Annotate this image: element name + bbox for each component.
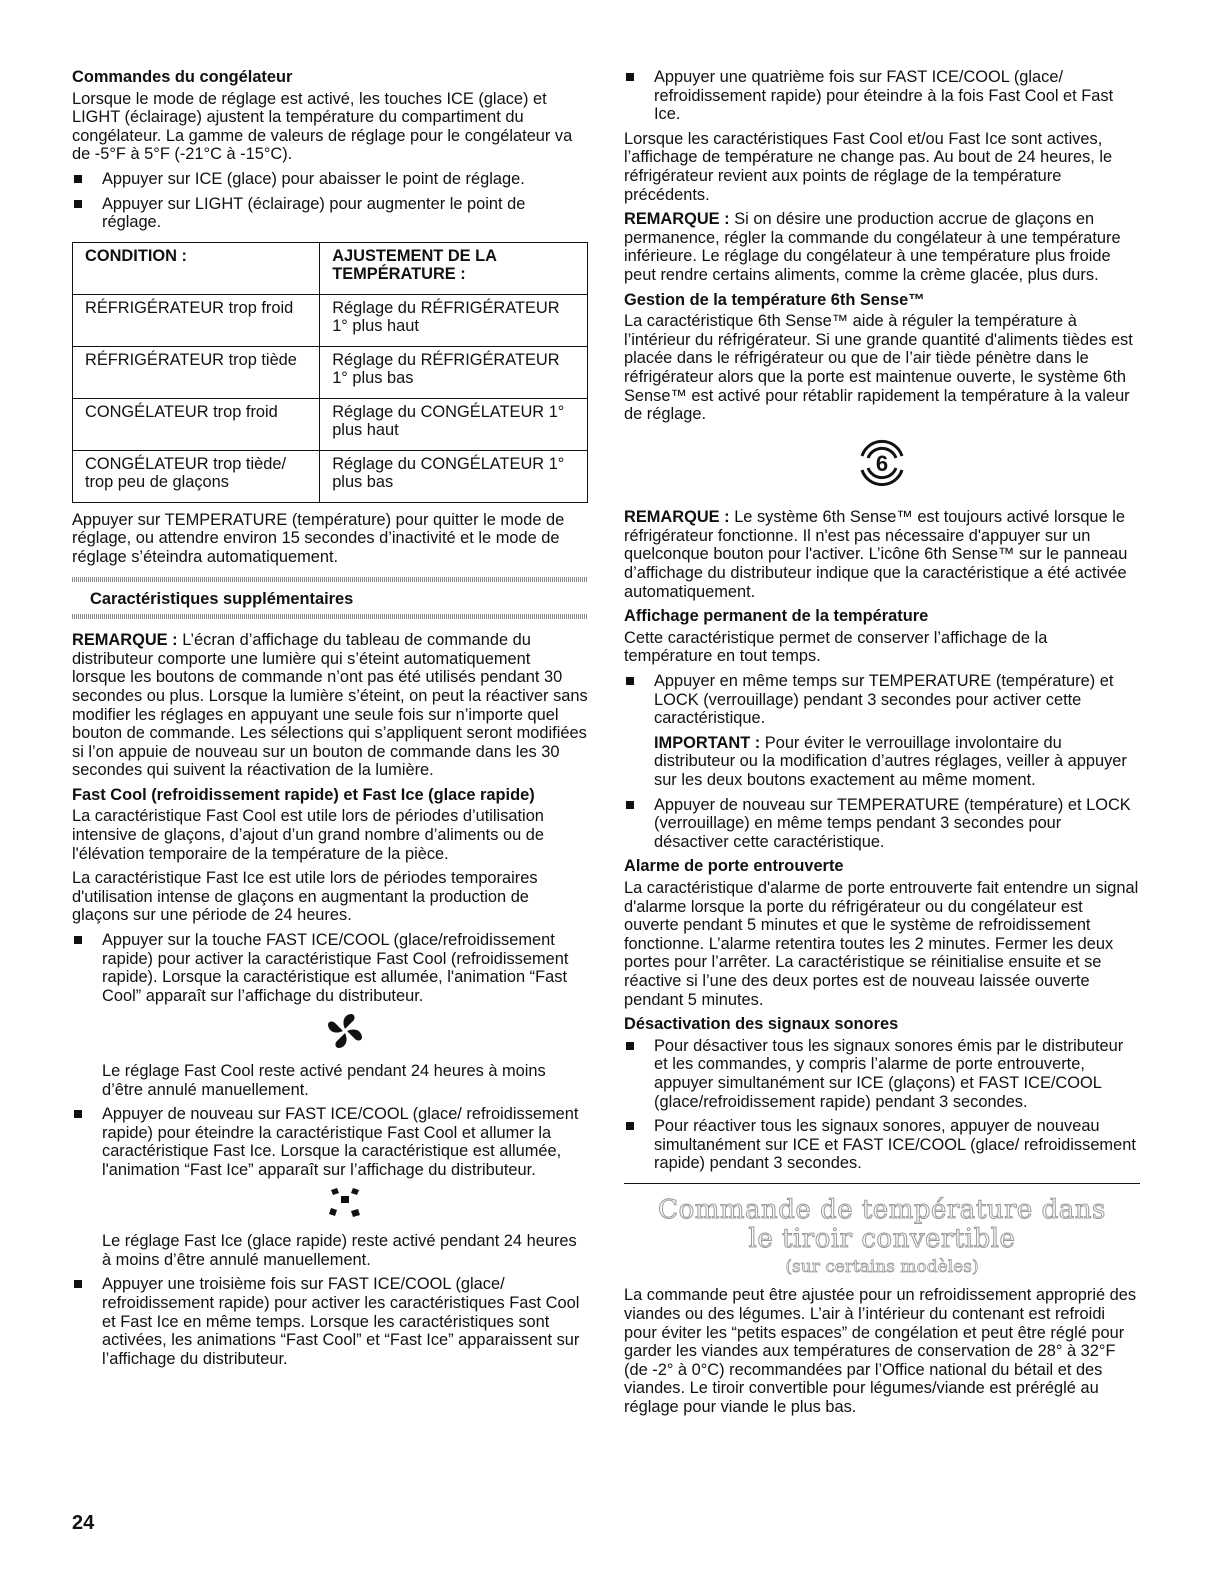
table-cell: RÉFRIGÉRATEUR trop tiède xyxy=(73,346,320,398)
fast-cool-paragraph: La caractéristique Fast Cool est utile lors de périodes d’utilisation intensive de glaçons, d’ajout d’un grand nombre d’aliments ou de l'élévation temporaire de la température de la pièce. xyxy=(72,807,544,863)
table-header-row xyxy=(73,242,588,294)
permanent-display-heading: Affichage permanent de la température xyxy=(624,607,929,626)
sound-disable-heading: Désactivation des signaux sonores xyxy=(624,1015,899,1034)
left-column xyxy=(72,68,588,1374)
freezer-bullets xyxy=(72,170,588,232)
remark-paragraph: REMARQUE : Si on désire une production accrue de glaçons en permanence, régler la commande du congélateur à une température inférieure. Le réglage du congélateur à une température plus froide peut rendre certains aliments, comme la crème glacée, plus durs. xyxy=(624,210,1121,284)
list-item: Appuyer sur ICE (glace) pour abaisser le point de réglage. xyxy=(72,170,588,189)
remark-paragraph: REMARQUE : Le système 6th Sense™ est toujours activé lorsque le réfrigérateur fonctionne. Il n'est pas nécessaire d'appuyer sur un quelconque bouton pour l'activer. L’icône 6th Sense™ sur le panneau d’affichage du distributeur indique que la caractéristique a été activée automatiquement. xyxy=(624,508,1128,601)
exit-setting-text: Appuyer sur TEMPERATURE (température) pour quitter le mode de réglage, ou attendre environ 15 secondes d’inactivité et le mode de réglage s’éteindra automatiquement. xyxy=(72,510,565,566)
table-cell: CONGÉLATEUR trop froid xyxy=(73,398,320,450)
list-item: Pour réactiver tous les signaux sonores, appuyer de nouveau simultanément sur ICE et FAST ICE/COOL (glace/ refroidissement rapide) pendant 3 secondes. xyxy=(624,1117,1140,1173)
section-divider xyxy=(72,614,588,619)
freezer-controls-heading: Commandes du congélateur xyxy=(72,68,293,86)
list-item: Appuyer de nouveau sur TEMPERATURE (température) et LOCK (verrouillage) en même temps pendant 3 secondes pour désactiver cette caractéristique. xyxy=(624,796,1140,852)
right-column xyxy=(624,68,1140,1423)
table-row xyxy=(73,450,588,502)
svg-text:6: 6 xyxy=(875,450,889,476)
fast-cool-ice-heading: Fast Cool (refroidissement rapide) et Fast Ice (glace rapide) xyxy=(72,785,535,804)
list-item: Appuyer de nouveau sur FAST ICE/COOL (glace/ refroidissement rapide) pour éteindre la caractéristique Fast Cool et allumer la caractéristique Fast Ice. Lorsque la caractéristique est allumée, l'animation “Fast Ice” apparaît sur l’affichage du distributeur. Le réglage Fast Ice (glace rapide) reste activé pendant 24 heures à moins d’être annulé manuellement. xyxy=(72,1105,588,1269)
condition-table xyxy=(72,242,588,503)
list-item: Appuyer en même temps sur TEMPERATURE (température) et LOCK (verrouillage) pendant 3 secondes pour activer cette caractéristique. IMPORTANT : Pour éviter le verrouillage involontaire du distributeur ou la modification d’autres réglages, veiller à appuyer sur les deux boutons exactement au même moment. xyxy=(624,672,1140,790)
extra-features-heading: Caractéristiques supplémentaires xyxy=(90,589,354,608)
fast-bullets-continued xyxy=(624,68,1140,124)
fast-bullets xyxy=(72,931,588,1368)
section-divider xyxy=(72,577,588,582)
list-item: Appuyer une troisième fois sur FAST ICE/COOL (glace/ refroidissement rapide) pour activer les caractéristiques Fast Cool et Fast Ice en même temps. Lorsque les caractéristiques sont activées, les animations “Fast Cool” et “Fast Ice” apparaissent sur l’affichage du distributeur. xyxy=(72,1275,588,1368)
sixth-sense-paragraph: La caractéristique 6th Sense™ aide à réguler la température à l’intérieur du réfrigérateur. Si une grande quantité d'aliments tièdes est placée dans le réfrigérateur ou que de l’air tiède pénètre dans le réfrigérateur alors que la porte est maintenue ouverte, le système 6th Sense™ est activé pour rétablir rapidement la température à la valeur de réglage. xyxy=(624,312,1133,424)
drawer-paragraph: La commande peut être ajustée pour un refroidissement approprié des viandes ou des légumes. L’air à l’intérieur du contenant est refroidi pour éviter les “petits espaces” de congélation et peut être réglé pour garder les viandes aux températures de conservation de 28° à 32°F (de -2° à 0°C) recommandées par l’Office national du bétail et des viandes. Le tiroir convertible pour légumes/viande est préréglé au réglage pour viande le plus bas. xyxy=(624,1286,1137,1417)
table-cell: CONGÉLATEUR trop tiède/ trop peu de glaçons xyxy=(73,450,320,502)
display-bullets xyxy=(624,672,1140,851)
remark-label: REMARQUE : xyxy=(624,508,730,527)
fast-after-paragraph: Lorsque les caractéristiques Fast Cool et/ou Fast Ice sont actives, l’affichage de température ne change pas. Au bout de 24 heures, le réfrigérateur revient aux points de réglage de la température précédents. xyxy=(624,129,1113,204)
list-item: Appuyer sur LIGHT (éclairage) pour augmenter le point de réglage. xyxy=(72,195,588,232)
important-note: IMPORTANT : Pour éviter le verrouillage involontaire du distributeur ou la modification d’autres réglages, veiller à appuyer sur les deux boutons exactement au même moment. xyxy=(654,733,1127,789)
table-header-adjustment: AJUSTEMENT DE LA TEMPÉRATURE : xyxy=(320,242,588,294)
freezer-controls-intro: Lorsque le mode de réglage est activé, les touches ICE (glace) et LIGHT (éclairage) ajustent la température du compartiment du congélateur. La gamme de valeurs de réglage pour le congélateur va de -5°F à 5°F (-21°C à -15°C). xyxy=(72,89,573,164)
list-item: Appuyer sur la touche FAST ICE/COOL (glace/refroidissement rapide) pour activer la caractéristique Fast Cool (refroidissement rapide). Lorsque la caractéristique est allumée, l'animation “Fast Cool” apparaît sur l’affichage du distributeur. Le réglage Fast Cool reste activé pendant 24 heures à moins d’être annulé manuellement. xyxy=(72,931,588,1099)
table-cell: Réglage du RÉFRIGÉRATEUR 1° plus haut xyxy=(320,294,588,346)
table-cell: Réglage du CONGÉLATEUR 1° plus haut xyxy=(320,398,588,450)
page-number: 24 xyxy=(72,1512,95,1534)
permanent-display-paragraph: Cette caractéristique permet de conserver l’affichage de la température en tout temps. xyxy=(624,628,1048,666)
remark-paragraph: REMARQUE : L’écran d’affichage du tableau de commande du distributeur comporte une lumière qui s’éteint automatiquement lorsque les boutons de commande n’ont pas été utilisés pendant 30 secondes ou plus. Lorsque la lumière s’éteint, on peut la réactiver sans modifier les réglages en appuyant une seule fois sur n’importe quel bouton de commande. Les sélections qui s’appliquent seront modifiées si l’on appuie de nouveau sur un bouton de commande dans les 30 secondes qui suivent la réactivation de la lumière. xyxy=(72,631,588,780)
section-rule xyxy=(624,1183,1140,1184)
sound-bullets xyxy=(624,1037,1140,1173)
list-item: Appuyer une quatrième fois sur FAST ICE/COOL (glace/ refroidissement rapide) pour éteindre à la fois Fast Cool et Fast Ice. xyxy=(624,68,1140,124)
table-cell: Réglage du RÉFRIGÉRATEUR 1° plus bas xyxy=(320,346,588,398)
remark-label: REMARQUE : xyxy=(624,210,730,229)
fast-cool-fan-icon xyxy=(102,1011,588,1056)
drawer-section-title: Commande de température dans le tiroir convertible xyxy=(658,1194,1106,1254)
table-row xyxy=(73,398,588,450)
table-row xyxy=(73,294,588,346)
sixth-sense-heading: Gestion de la température 6th Sense™ xyxy=(624,290,925,309)
fast-ice-paragraph: La caractéristique Fast Ice est utile lors de périodes temporaires d'utilisation intense de glaçons en augmentant la production de glaçons sur une période de 24 heures. xyxy=(72,869,538,925)
sixth-sense-icon xyxy=(624,434,1140,495)
drawer-section-subtitle: (sur certains modèles) xyxy=(785,1256,979,1277)
table-header-condition: CONDITION : xyxy=(73,242,320,294)
remark-label: REMARQUE : xyxy=(72,631,178,650)
door-alarm-heading: Alarme de porte entrouverte xyxy=(624,857,844,876)
fast-ice-cubes-icon xyxy=(102,1186,588,1227)
table-cell: Réglage du CONGÉLATEUR 1° plus bas xyxy=(320,450,588,502)
table-cell: RÉFRIGÉRATEUR trop froid xyxy=(73,294,320,346)
list-item: Pour désactiver tous les signaux sonores émis par le distributeur et les commandes, y compris l’alarme de porte entrouverte, appuyer simultanément sur ICE (glaçons) et FAST ICE/COOL (glace/refroidissement rapide) pendant 3 secondes. xyxy=(624,1037,1140,1111)
table-row xyxy=(73,346,588,398)
door-alarm-paragraph: La caractéristique d'alarme de porte entrouverte fait entendre un signal d'alarme lorsque la porte du réfrigérateur ou du congélateur est ouverte pendant 5 minutes et que le système de refroidissement fonctionne. L’alarme retentira toutes les 2 minutes. Fermer les deux portes pour l’arrêter. La caractéristique se réinitialise ensuite et se réactive si l’une des deux portes est de nouveau laissée ouverte pendant 5 minutes. xyxy=(624,878,1139,1009)
